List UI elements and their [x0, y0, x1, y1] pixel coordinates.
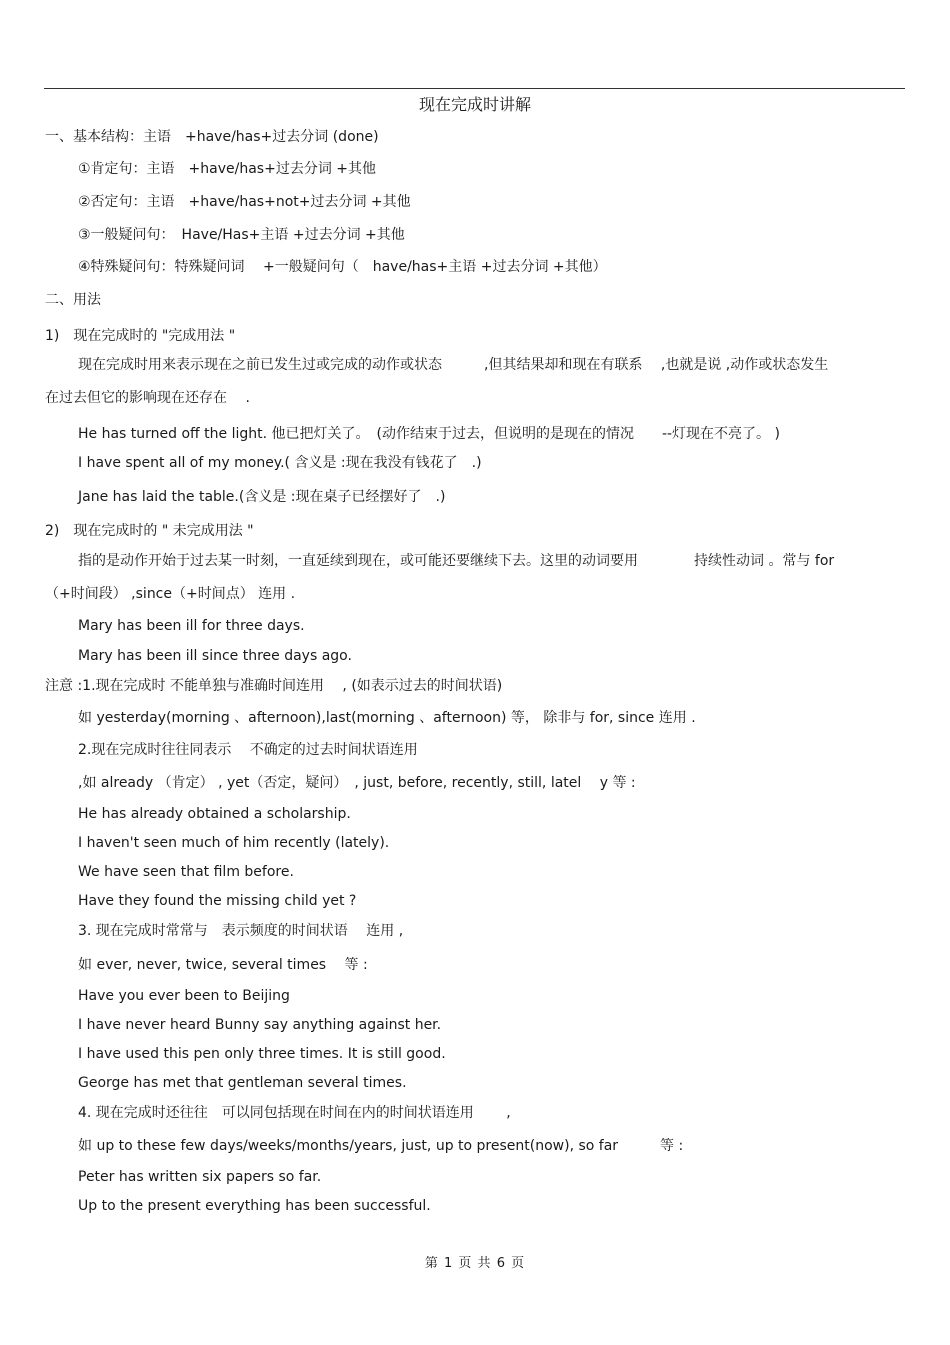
text-line: He has turned off the light. 他已把灯关了。 (动作结束于过去，但说明的是现在的情况 --灯现在不亮了。 ) [78, 426, 780, 442]
text-line: 注意 :1.现在完成时 不能单独与准确时间连用 , (如表示过去的时间状语) [45, 678, 503, 694]
text-line: 2.现在完成时往往同表示 不确定的过去时间状语连用 [78, 742, 418, 758]
page-title: 现在完成时讲解 [418, 95, 531, 114]
text-line: 2) 现在完成时的 " 未完成用法 " [45, 523, 254, 539]
text-line: I have never heard Bunny say anything against her. [78, 1017, 442, 1033]
text-line: 一、基本结构：主语 +have/has+过去分词 (done) [45, 129, 379, 145]
text-line: He has already obtained a scholarship. [78, 806, 351, 822]
text-line: Have they found the missing child yet ? [78, 893, 357, 909]
text-line: Mary has been ill since three days ago. [78, 648, 352, 664]
text-line: I haven't seen much of him recently (lately). [78, 835, 390, 851]
text-line: We have seen that film before. [78, 864, 294, 880]
text-line: 如 up to these few days/weeks/months/years, just, up to present(now), so far 等 : [78, 1138, 684, 1154]
text-line: Jane has laid the table.(含义是 :现在桌子已经摆好了 .) [78, 489, 446, 505]
text-line: Up to the present everything has been successful. [78, 1198, 431, 1214]
text-line: ③一般疑问句： Have/Has+主语 +过去分词 +其他 [78, 227, 405, 243]
text-line: I have used this pen only three times. It is still good. [78, 1046, 446, 1062]
text-line: 在过去但它的影响现在还存在 . [45, 390, 250, 406]
header-rule [44, 88, 905, 89]
text-line: 3. 现在完成时常常与 表示频度的时间状语 连用 , [78, 923, 404, 939]
text-line: ①肯定句：主语 +have/has+过去分词 +其他 [78, 161, 377, 177]
page-footer: 第 1 页 共 6 页 [424, 1256, 526, 1271]
text-line: 如 ever, never, twice, several times 等 : [78, 957, 368, 973]
text-line: ,如 already （肯定） , yet（否定，疑问） , just, before, recently, still, latel y 等 : [78, 775, 636, 791]
text-line: 1) 现在完成时的 "完成用法 " [45, 328, 236, 344]
text-line: Have you ever been to Beijing [78, 988, 290, 1004]
text-line: 指的是动作开始于过去某一时刻，一直延续到现在，或可能还要继续下去。这里的动词要用 持续性动词 。常与 for [78, 553, 835, 569]
text-line: （+时间段） ,since（+时间点） 连用 . [45, 586, 296, 602]
text-line: I have spent all of my money.( 含义是 :现在我没有钱花了 .) [78, 455, 482, 471]
text-line: Peter has written six papers so far. [78, 1169, 322, 1185]
text-line: 4. 现在完成时还往往 可以同包括现在时间在内的时间状语连用 , [78, 1105, 511, 1121]
text-line: 现在完成时用来表示现在之前已发生过或完成的动作或状态 ,但其结果却和现在有联系 ,也就是说 ,动作或状态发生 [78, 357, 829, 373]
text-line: 如 yesterday(morning 、afternoon),last(morning 、afternoon) 等， 除非与 for, since 连用 . [78, 710, 696, 726]
text-line: ②否定句：主语 +have/has+not+过去分词 +其他 [78, 194, 411, 210]
text-line: Mary has been ill for three days. [78, 618, 305, 634]
text-line: George has met that gentleman several times. [78, 1075, 407, 1091]
text-line: ④特殊疑问句：特殊疑问词 +一般疑问句（ have/has+主语 +过去分词 +其他） [78, 259, 607, 275]
text-line: 二、用法 [45, 292, 101, 308]
